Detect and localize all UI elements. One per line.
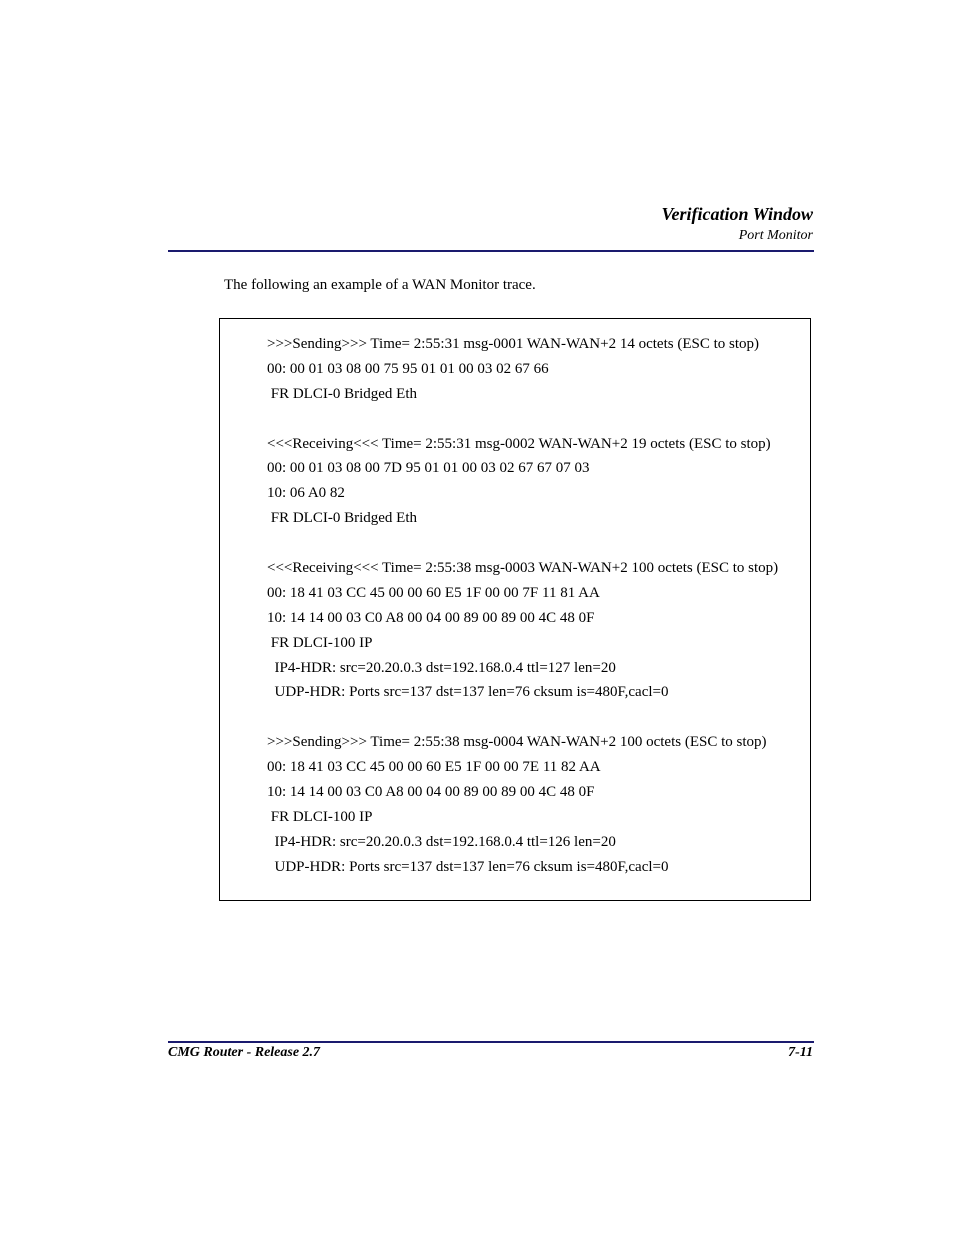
trace-box [219, 318, 811, 901]
trace-line: IP4-HDR: src=20.20.0.3 dst=192.168.0.4 ttl=126 len=20 [267, 833, 616, 850]
trace-line: UDP-HDR: Ports src=137 dst=137 len=76 cksum is=480F,cacl=0 [267, 858, 669, 875]
trace-line [267, 407, 778, 432]
footer-product-release: CMG Router - Release 2.7 [168, 1045, 321, 1060]
trace-line: FR DLCI-100 IP [267, 634, 373, 651]
trace-line: 10: 06 A0 82 [267, 485, 345, 502]
footer-page-number: 7-11 [788, 1045, 813, 1060]
trace-line: 00: 18 41 03 CC 45 00 00 60 E5 1F 00 00 7F 11 81 AA [267, 584, 600, 601]
page-header-subtitle: Port Monitor [738, 228, 813, 243]
trace-line: <<<Receiving<<< Time= 2:55:38 msg-0003 WAN-WAN+2 100 octets (ESC to stop) [267, 560, 779, 577]
trace-line: 10: 14 14 00 03 C0 A8 00 04 00 89 00 89 00 4C 48 0F [267, 609, 595, 626]
page-header-title: Verification Window [661, 204, 813, 224]
trace-line: <<<Receiving<<< Time= 2:55:31 msg-0002 WAN-WAN+2 19 octets (ESC to stop) [267, 435, 771, 452]
trace-line: FR DLCI-0 Bridged Eth [267, 510, 417, 527]
trace-line: UDP-HDR: Ports src=137 dst=137 len=76 cksum is=480F,cacl=0 [267, 684, 669, 701]
footer-rule [168, 1041, 814, 1043]
trace-line: 00: 00 01 03 08 00 75 95 01 01 00 03 02 67 66 [267, 360, 549, 377]
trace-lines [267, 332, 778, 880]
trace-line [267, 705, 778, 730]
trace-line [267, 531, 778, 556]
trace-line: FR DLCI-0 Bridged Eth [267, 385, 417, 402]
trace-line: 00: 18 41 03 CC 45 00 00 60 E5 1F 00 00 7E 11 82 AA [267, 759, 601, 776]
trace-line: >>>Sending>>> Time= 2:55:38 msg-0004 WAN-WAN+2 100 octets (ESC to stop) [267, 734, 767, 751]
trace-line: 10: 14 14 00 03 C0 A8 00 04 00 89 00 89 00 4C 48 0F [267, 784, 595, 801]
trace-line: IP4-HDR: src=20.20.0.3 dst=192.168.0.4 ttl=127 len=20 [267, 659, 616, 676]
trace-line: >>>Sending>>> Time= 2:55:31 msg-0001 WAN-WAN+2 14 octets (ESC to stop) [267, 336, 759, 352]
trace-line: FR DLCI-100 IP [267, 808, 373, 825]
header-rule [168, 250, 814, 252]
intro-paragraph: The following an example of a WAN Monitor trace. [224, 277, 536, 293]
trace-line: 00: 00 01 03 08 00 7D 95 01 01 00 03 02 67 67 07 03 [267, 460, 590, 477]
